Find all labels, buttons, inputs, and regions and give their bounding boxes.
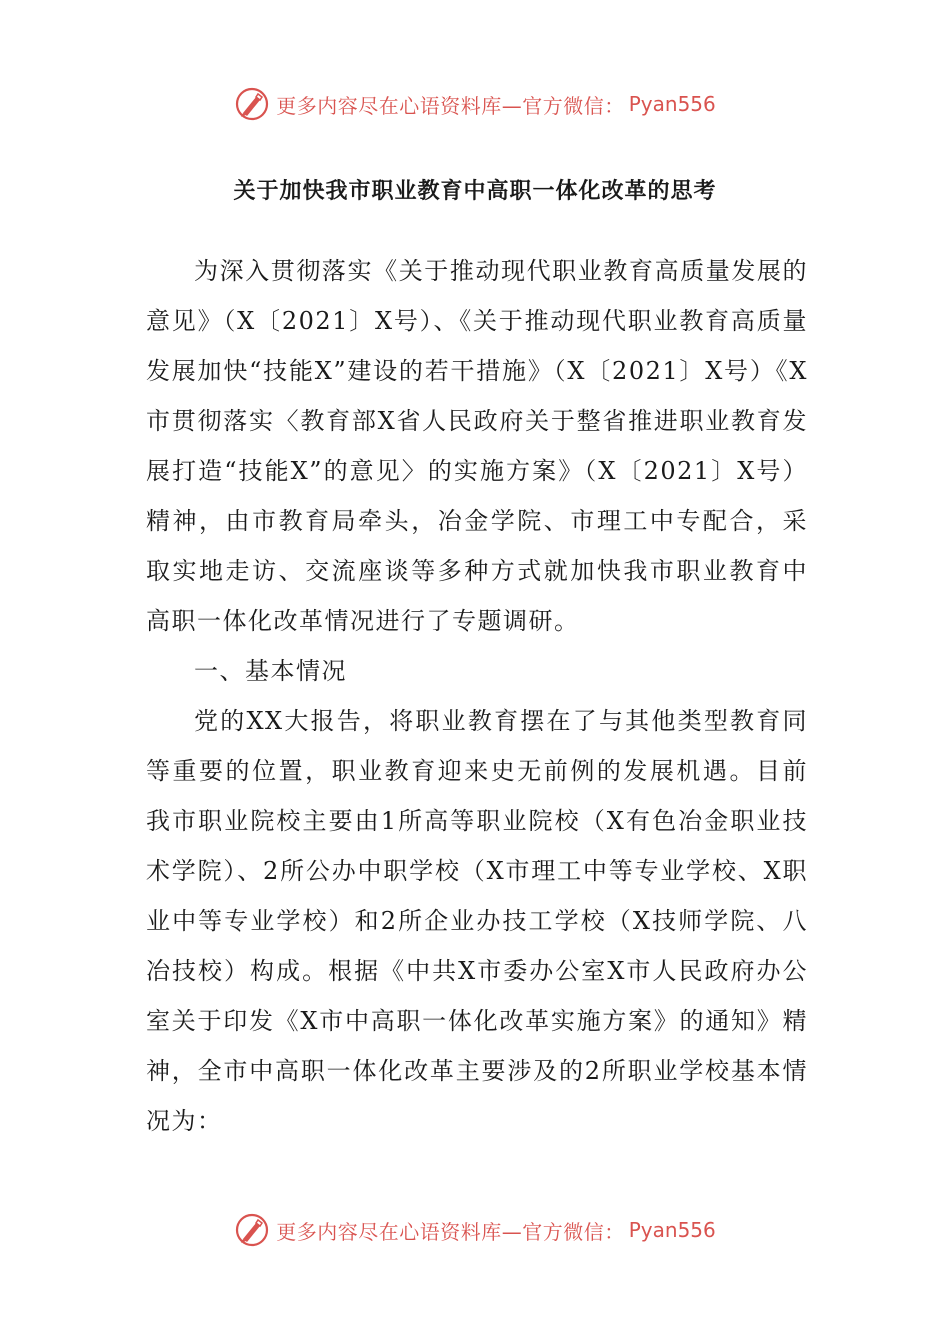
pen-logo-icon: [234, 86, 270, 122]
pen-logo-icon: [234, 1212, 270, 1248]
paragraph-basic-situation: 党的XX大报告，将职业教育摆在了与其他类型教育同等重要的位置，职业教育迎来史无前例的发展机遇。目前我市职业院校主要由1所高等职业院校（X有色冶金职业技术学院）、2所公办中职学校（X市理工中等专业学校、X职业中等专业学校）和2所企业办技工学校（X技师学院、八冶技校）构成。根据《中共X市委办公室X市人民政府办公室关于印发《X市中高职一体化改革实施方案》的通知》精神，全市中高职一体化改革主要涉及的2所职业学校基本情况为：: [146, 707, 808, 1135]
paragraph-intro: 为深入贯彻落实《关于推动现代职业教育高质量发展的意见》（X〔2021〕X号）、《关于推动现代职业教育高质量发展加快“技能X”建设的若干措施》（X〔2021〕X号）《X市贯彻落实〈教育部X省人民政府关于整省推进职业教育发展打造“技能X”的意见〉的实施方案》（X〔2021〕X号）精神，由市教育局牵头，冶金学院、市理工中专配合，采取实地走访、交流座谈等多种方式就加快我市职业教育中高职一体化改革情况进行了专题调研。: [146, 257, 808, 635]
document-body: [146, 246, 808, 1146]
banner-text: 更多内容尽在心语资料库—官方微信：: [276, 93, 625, 118]
section-heading-basic: 一、基本情况: [194, 657, 347, 685]
header-banner: [0, 82, 950, 126]
banner-wechat-id: Pyan556: [628, 92, 716, 116]
banner-wechat-id: Pyan556: [628, 1218, 716, 1242]
document-title: 关于加快我市职业教育中高职一体化改革的思考: [233, 179, 717, 204]
footer-banner: [0, 1208, 950, 1252]
banner-text: 更多内容尽在心语资料库—官方微信：: [276, 1219, 625, 1244]
